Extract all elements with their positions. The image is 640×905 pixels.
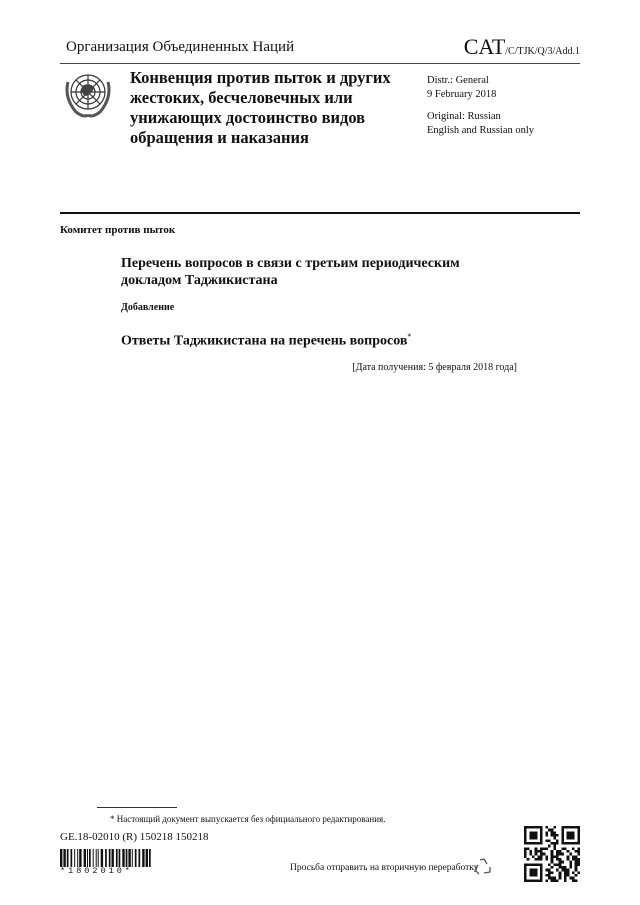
languages: English and Russian only bbox=[427, 125, 535, 136]
distr-date: 9 February 2018 bbox=[427, 89, 497, 100]
header-divider bbox=[60, 63, 580, 64]
title-divider bbox=[60, 212, 580, 214]
distr-label: Distr.: General bbox=[427, 75, 489, 86]
answers-text: Ответы Таджикистана на перечень вопросов bbox=[121, 333, 408, 349]
recycle-note: Просьба отправить на вторичную переработку bbox=[290, 863, 479, 873]
symbol-suffix: /C/TJK/Q/3/Add.1 bbox=[505, 46, 580, 57]
document-symbol bbox=[464, 34, 580, 60]
footnote-divider bbox=[97, 807, 177, 808]
footnote: * Настоящий документ выпускается без официального редактирования. bbox=[110, 814, 386, 824]
recycle-icon bbox=[472, 856, 494, 878]
un-emblem-icon bbox=[62, 68, 114, 120]
barcode-icon bbox=[60, 849, 152, 867]
job-number: GE.18-02010 (R) 150218 150218 bbox=[60, 831, 209, 843]
organization-name: Организация Объединенных Наций bbox=[66, 39, 295, 55]
convention-title: Конвенция против пыток и других жестоких, бесчеловечных или унижающих достоинство видов обращения и наказания bbox=[130, 68, 391, 147]
symbol-main: CAT bbox=[463, 34, 506, 59]
distribution-block bbox=[427, 74, 534, 138]
addendum-label: Добавление bbox=[121, 302, 175, 313]
barcode-number: *1802010* bbox=[60, 866, 133, 876]
answers-heading bbox=[121, 332, 411, 350]
original-language: Original: Russian bbox=[427, 111, 501, 122]
date-received: [Дата получения: 5 февраля 2018 года] bbox=[352, 362, 517, 373]
footnote-mark: * bbox=[407, 332, 412, 341]
committee-name: Комитет против пыток bbox=[60, 224, 176, 236]
document-heading: Перечень вопросов в связи с третьим периодическим докладом Таджикистана bbox=[121, 256, 460, 288]
qr-code-icon bbox=[524, 826, 580, 882]
